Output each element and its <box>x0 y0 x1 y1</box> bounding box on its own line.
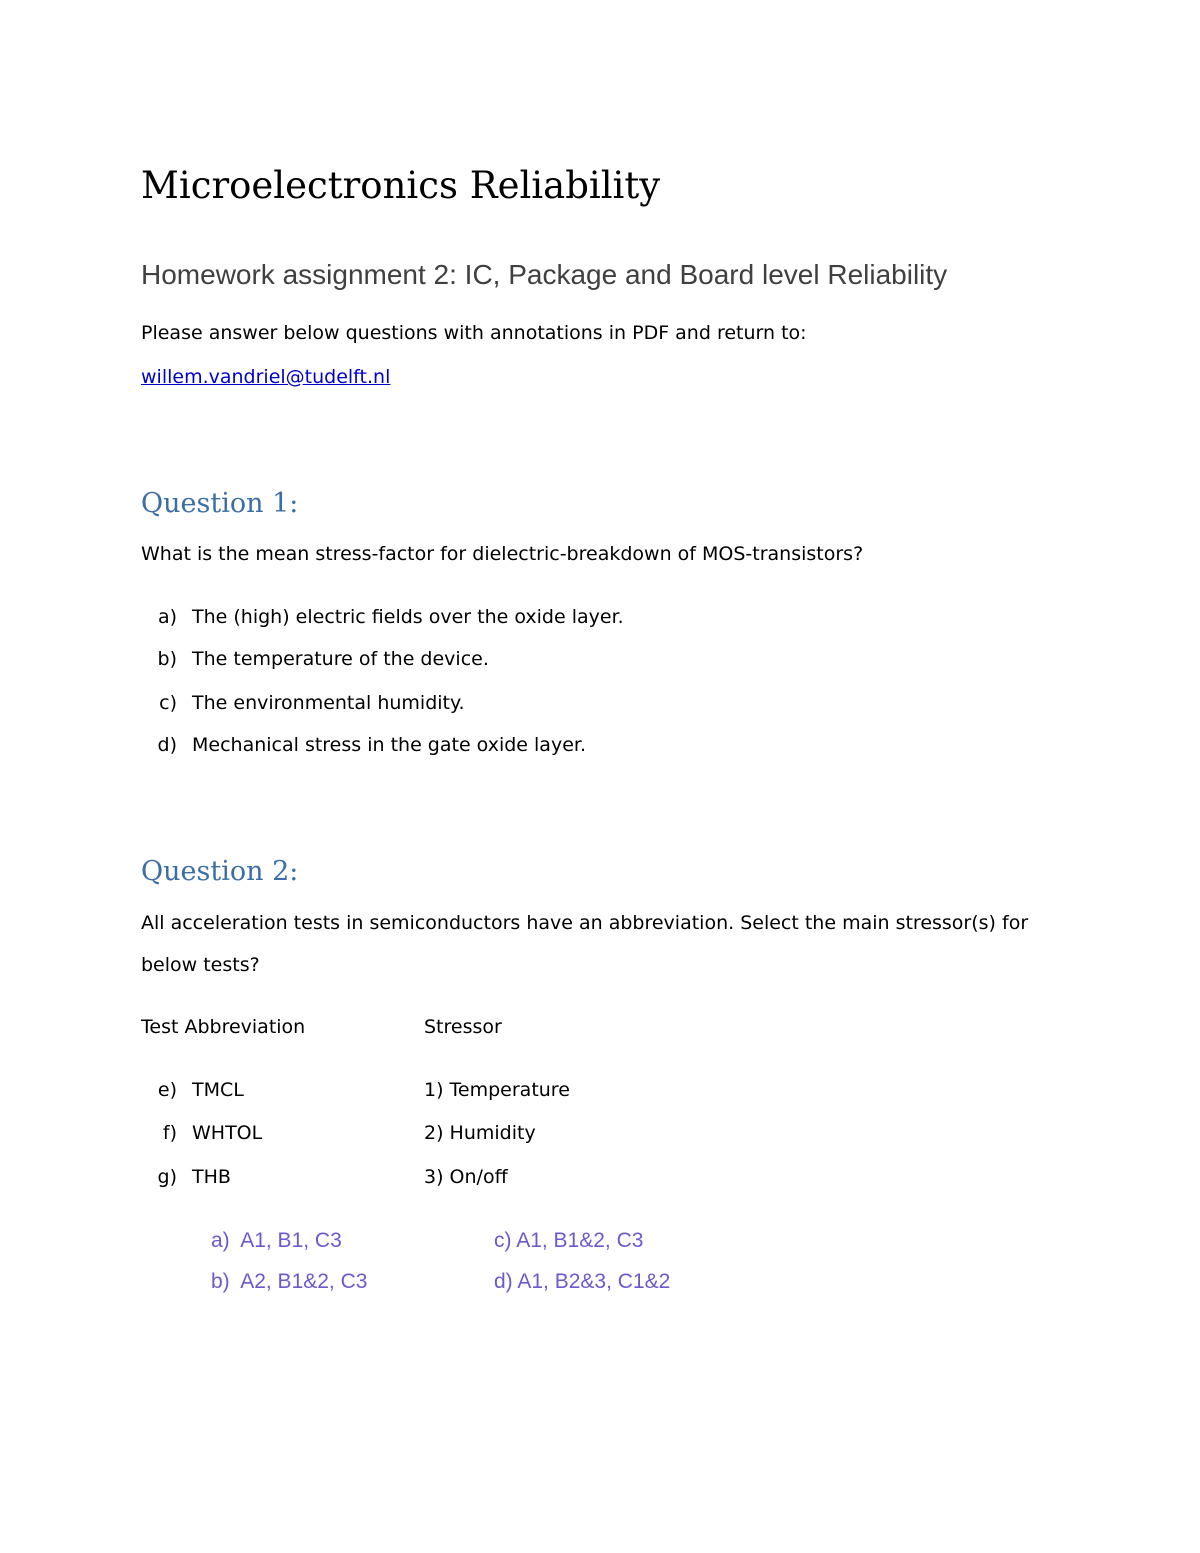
column-header-test: Test Abbreviation <box>141 1016 306 1038</box>
row-label: e) <box>157 1079 177 1101</box>
column-header-stressor: Stressor <box>424 1016 502 1038</box>
answer-label: a) <box>211 1229 230 1252</box>
option-label: b) <box>157 648 177 670</box>
answer-label: d) <box>494 1270 513 1293</box>
test-row-g <box>141 1166 231 1188</box>
option-text: The environmental humidity. <box>192 692 465 714</box>
instruction-text: Please answer below questions with annotations in PDF and return to: <box>141 322 807 344</box>
test-abbreviation: TMCL <box>192 1079 244 1101</box>
answer-label: b) <box>211 1270 230 1293</box>
option-text: The temperature of the device. <box>192 648 489 670</box>
option-label: a) <box>157 606 177 628</box>
question-2-heading: Question 2: <box>141 856 299 887</box>
stressor-1: 1) Temperature <box>424 1079 570 1101</box>
test-abbreviation: THB <box>192 1166 231 1188</box>
answer-text: A1, B2&3, C1&2 <box>517 1270 671 1293</box>
test-abbreviation: WHTOL <box>192 1122 263 1144</box>
question-1-heading: Question 1: <box>141 488 299 519</box>
answer-option-a <box>211 1229 342 1253</box>
row-label: g) <box>157 1166 177 1188</box>
answer-text: A1, B1, C3 <box>240 1229 342 1252</box>
question-2-prompt-line2: below tests? <box>141 954 260 976</box>
answer-option-c <box>494 1229 643 1253</box>
document-subtitle: Homework assignment 2: IC, Package and Board level Reliability <box>141 259 948 290</box>
stressor-2: 2) Humidity <box>424 1122 536 1144</box>
test-row-e <box>141 1079 244 1101</box>
document-title: Microelectronics Reliability <box>141 164 661 207</box>
answer-text: A1, B1&2, C3 <box>516 1229 644 1252</box>
option-label: c) <box>159 692 177 714</box>
email-link[interactable]: willem.vandriel@tudelft.nl <box>141 366 391 388</box>
q1-option-b <box>141 648 489 670</box>
question-1-prompt: What is the mean stress-factor for dielectric-breakdown of MOS-transistors? <box>141 543 864 565</box>
answer-option-d <box>494 1270 670 1294</box>
row-label: f) <box>162 1122 177 1144</box>
q1-option-d <box>141 734 586 756</box>
question-2-prompt-line1: All acceleration tests in semiconductors have an abbreviation. Select the main stressor(s) for <box>141 912 1029 934</box>
stressor-3: 3) On/off <box>424 1166 508 1188</box>
option-text: The (high) electric fields over the oxide layer. <box>192 606 624 628</box>
q1-option-c <box>141 692 465 714</box>
option-label: d) <box>157 734 177 756</box>
answer-text: A2, B1&2, C3 <box>240 1270 368 1293</box>
option-text: Mechanical stress in the gate oxide layer. <box>192 734 586 756</box>
answer-label: c) <box>494 1229 512 1252</box>
answer-option-b <box>211 1270 367 1294</box>
q1-option-a <box>141 606 624 628</box>
test-row-f <box>141 1122 262 1144</box>
